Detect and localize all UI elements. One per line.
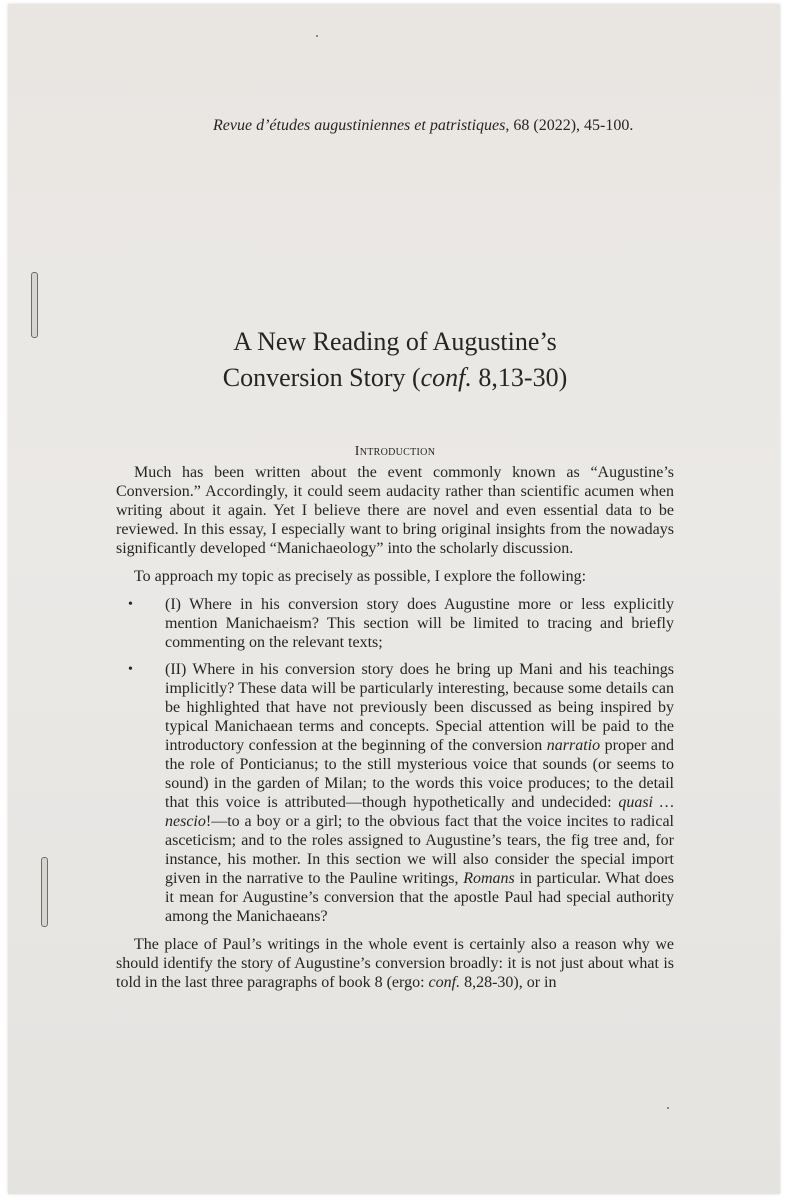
staple (41, 857, 48, 927)
staple (31, 272, 38, 338)
running-header (213, 117, 633, 135)
journal-name: Revue d’études augustiniennes et patristiques (213, 117, 506, 134)
body-text (116, 463, 674, 992)
article-title (100, 324, 690, 396)
section-heading: Introduction (354, 444, 436, 459)
title-line-1: A New Reading of Augustine’s (233, 327, 557, 356)
list-item: • (II) Where in his conversion story does he bring up Mani and his teachings implicitly? These data will be particularly interesting, because some details can be highlighted that have not previously been discussed as being inspired by typical Manichaean terms and concepts. Special attention will be paid to the introductory confession at the beginning of the conversion narratio proper and the role of Ponticianus; to the still mysterious voice that sounds (or seems to sound) in the garden of Milan; to the words this voice produces; to the detail that this voice is attributed—though hypothetically and undecided: quasi … nescio!—to a boy or a girl; to the obvious fact that the voice incites to radical asceticism; and to the roles assigned to Augustine’s tears, the fig tree and, for instance, his mother. In this section we will also consider the special import given in the narrative to the Pauline writings, Romans in particular. What does it mean for Augustine’s conversion that the apostle Paul had special authority among the Manichaeans? (128, 661, 675, 925)
list-item: • (I) Where in his conversion story does Augustine more or less explicitly mention Manichaeism? This section will be limited to tracing and briefly commenting on the relevant texts; (128, 596, 674, 651)
bullet-marker: • (128, 662, 133, 677)
bullet-marker: • (128, 597, 133, 612)
bullet-list (116, 595, 674, 926)
paper-speck (316, 35, 318, 37)
title-line-2: Conversion Story (conf. 8,13-30) (222, 363, 568, 392)
paragraph: To approach my topic as precisely as possible, I explore the following: (134, 568, 587, 585)
paper-speck (667, 1107, 669, 1109)
journal-citation: , 68 (2022), 45-100. (505, 117, 634, 134)
paragraph: The place of Paul’s writings in the whole event is certainly also a reason why we should identify the story of Augustine’s conversion broadly: it is not just about what is told in the last three paragraphs of book 8 (ergo: conf. 8,28-30), or in (116, 936, 674, 991)
paragraph: Much has been written about the event commonly known as “Augustine’s Conversion.” Accordingly, it could seem audacity rather than scientific acumen when writing about it again. Yet I believe there are novel and even essential data to be reviewed. In this essay, I especially want to bring original insights from the nowadays significantly developed “Manichaeology” into the scholarly discussion. (116, 464, 674, 557)
